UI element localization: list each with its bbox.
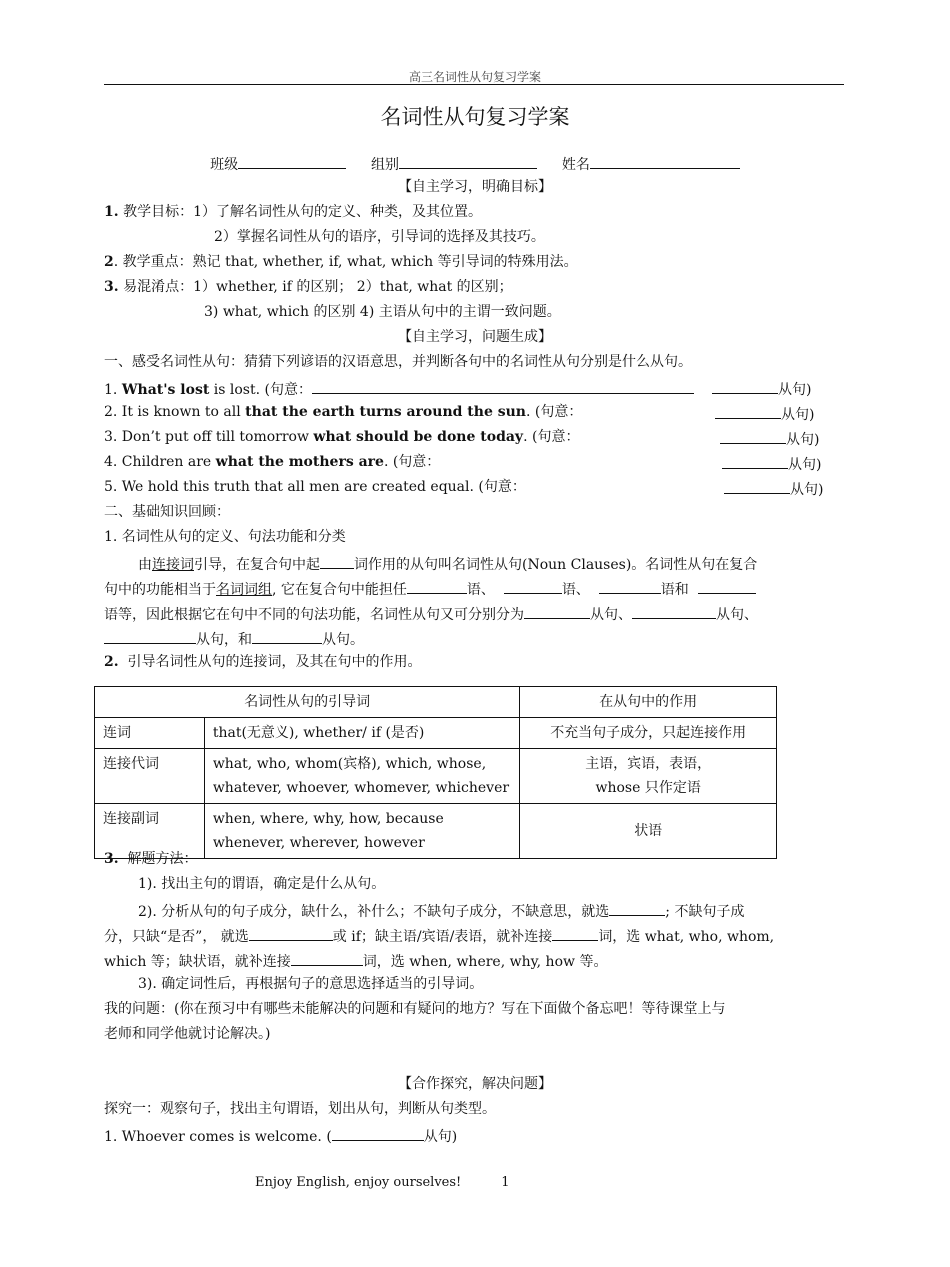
blank-select-1[interactable] xyxy=(609,901,665,916)
definition-line-1: 由连接词引导，在复合句中起 词作用的从句叫名词性从句(Noun Clauses)。名词性从句在复合 xyxy=(138,554,757,574)
definition-line-4: 从句，和 从句。 xyxy=(104,629,364,649)
clause-blank-1[interactable] xyxy=(712,379,778,394)
connectives-table xyxy=(94,686,777,859)
table-cell: when, where, why, how, because whenever, wherever, however xyxy=(204,804,520,859)
meaning-blank-1[interactable] xyxy=(312,379,694,394)
clause-answer-3: 从句) xyxy=(720,429,819,449)
definition-line-3: 语等，因此根据它在句中不同的句法功能，名词性从句又可分别分为 从句、 从句、 xyxy=(104,604,758,624)
method-step-2-cont: 分，只缺“是否”， 就选 或 if；缺主语/宾语/表语，就补连接 词，选 what, who, whom, xyxy=(104,926,774,946)
name-label: 姓名 xyxy=(561,157,590,173)
method-heading: 3. 解题方法： xyxy=(104,851,198,867)
class-field[interactable] xyxy=(238,154,346,169)
proverb-item-4: 4. Children are what the mothers are. (句意： xyxy=(104,454,441,470)
goal-2-num: 2 xyxy=(104,254,114,270)
clause-answer-1: 从句) xyxy=(712,379,811,399)
goal-1-num: 1. xyxy=(104,204,119,220)
name-field[interactable] xyxy=(590,154,740,169)
goal-3-text: 易混淆点：1）whether, if 的区别； 2）that, what 的区别； xyxy=(123,279,513,295)
footer-text: Enjoy English, enjoy ourselves! xyxy=(255,1175,462,1190)
blank-type-4[interactable] xyxy=(252,629,322,644)
explore-heading: 探究一：观察句子，找出主句谓语，划出从句，判断从句类型。 xyxy=(104,1101,496,1117)
table-header-row xyxy=(95,687,777,718)
running-header: 高三名词性从句复习学案 xyxy=(408,70,541,84)
blank-role-4[interactable] xyxy=(698,579,756,594)
section-heading-2: 【自主学习，问题生成】 xyxy=(398,329,552,345)
explore-blank-1[interactable] xyxy=(332,1126,424,1141)
table-row xyxy=(95,749,777,804)
method-step-2-end: which 等；缺状语，就补连接 词，选 when, where, why, how 等。 xyxy=(104,951,607,971)
table-cell: 连接副词 xyxy=(95,804,205,859)
table-cell: 连词 xyxy=(95,718,205,749)
clause-blank-3[interactable] xyxy=(720,429,786,444)
blank-select-2[interactable] xyxy=(249,926,333,941)
blank-role-2[interactable] xyxy=(504,579,562,594)
my-question-line-2: 老师和同学他就讨论解决。) xyxy=(104,1026,271,1042)
page-number: 1 xyxy=(501,1175,510,1190)
group-field[interactable] xyxy=(399,154,537,169)
blank-type-2[interactable] xyxy=(632,604,716,619)
page-footer xyxy=(255,1175,510,1191)
goal-2-text: . 教学重点：熟记 that, whether, if, what, which 等引导词的特殊用法。 xyxy=(113,254,578,270)
table-cell: 主语，宾语，表语， whose 只作定语 xyxy=(520,749,777,804)
part2-heading: 二、基础知识回顾： xyxy=(104,504,230,520)
blank-type-3[interactable] xyxy=(104,629,196,644)
definition-line-2: 句中的功能相当于名词词组, 它在复合句中能担任 语、 语、 语和 xyxy=(104,579,756,599)
group-label: 组别 xyxy=(371,157,399,173)
goal-3-sub: 3) what, which 的区别 4) 主语从句中的主谓一致问题。 xyxy=(204,304,561,320)
clause-blank-4[interactable] xyxy=(722,454,788,469)
blank-select-3[interactable] xyxy=(552,926,598,941)
clause-answer-4: 从句) xyxy=(722,454,821,474)
proverb-item-1: 1. What's lost is lost. (句意： xyxy=(104,379,694,399)
proverb-item-2: 2. It is known to all that the earth turns around the sun. (句意： xyxy=(104,404,583,420)
part2-sub2: 2. 引导名词性从句的连接词，及其在句中的作用。 xyxy=(104,654,422,670)
part2-sub1: 1. 名词性从句的定义、句法功能和分类 xyxy=(104,529,346,545)
section-heading-1: 【自主学习，明确目标】 xyxy=(398,179,552,195)
table-cell: 不充当句子成分，只起连接作用 xyxy=(520,718,777,749)
goal-3-num: 3. xyxy=(104,279,119,295)
blank-select-4[interactable] xyxy=(291,951,363,966)
student-info-row xyxy=(0,154,950,174)
method-step-1: 1). 找出主句的谓语，确定是什么从句。 xyxy=(138,876,386,892)
my-question-line-1: 我的问题：(你在预习中有哪些未能解决的问题和有疑问的地方？写在下面做个备忘吧！等待课堂上与 xyxy=(104,1001,726,1017)
clause-blank-2[interactable] xyxy=(715,404,781,419)
table-row xyxy=(95,718,777,749)
header-rule xyxy=(104,84,844,85)
part1-heading: 一、感受名词性从句：猜猜下列谚语的汉语意思，并判断各句中的名词性从句分别是什么从句。 xyxy=(104,354,692,370)
table-cell: 连接代词 xyxy=(95,749,205,804)
explore-item-1: 1. Whoever comes is welcome. ( 从句) xyxy=(104,1126,457,1146)
method-step-2: 2). 分析从句的句子成分，缺什么，补什么；不缺句子成分，不缺意思，就选 ; 不缺句子成 xyxy=(138,901,744,921)
class-label: 班级 xyxy=(210,157,239,173)
clause-blank-5[interactable] xyxy=(724,479,790,494)
blank-role-3[interactable] xyxy=(599,579,661,594)
proverb-item-5: 5. We hold this truth that all men are created equal. (句意： xyxy=(104,479,526,495)
blank-role-1[interactable] xyxy=(407,579,467,594)
table-cell: 状语 xyxy=(520,804,777,859)
clause-answer-5: 从句) xyxy=(724,479,823,499)
table-cell: that(无意义), whether/ if (是否) xyxy=(204,718,520,749)
page-title: 名词性从句复习学案 xyxy=(380,105,570,129)
goal-1-sub: 2）掌握名词性从句的语序，引导词的选择及其技巧。 xyxy=(214,229,545,245)
blank-type-1[interactable] xyxy=(524,604,590,619)
table-cell: what, who, whom(宾格), which, whose, whatever, whoever, whomever, whichever xyxy=(204,749,520,804)
goal-3 xyxy=(104,279,513,296)
section-heading-3: 【合作探究，解决问题】 xyxy=(398,1076,552,1092)
table-header-cell: 在从句中的作用 xyxy=(520,687,777,718)
table-header-cell: 名词性从句的引导词 xyxy=(95,687,520,718)
method-step-3: 3). 确定词性后，再根据句子的意思选择适当的引导词。 xyxy=(138,976,484,992)
goal-2 xyxy=(104,254,578,271)
blank-function[interactable] xyxy=(320,554,354,569)
clause-answer-2: 从句) xyxy=(715,404,814,424)
proverb-item-3: 3. Don’t put off till tomorrow what should be done today. (句意： xyxy=(104,429,580,445)
goal-1 xyxy=(104,204,482,221)
goal-1-text: 教学目标：1）了解名词性从句的定义、种类，及其位置。 xyxy=(123,204,482,220)
